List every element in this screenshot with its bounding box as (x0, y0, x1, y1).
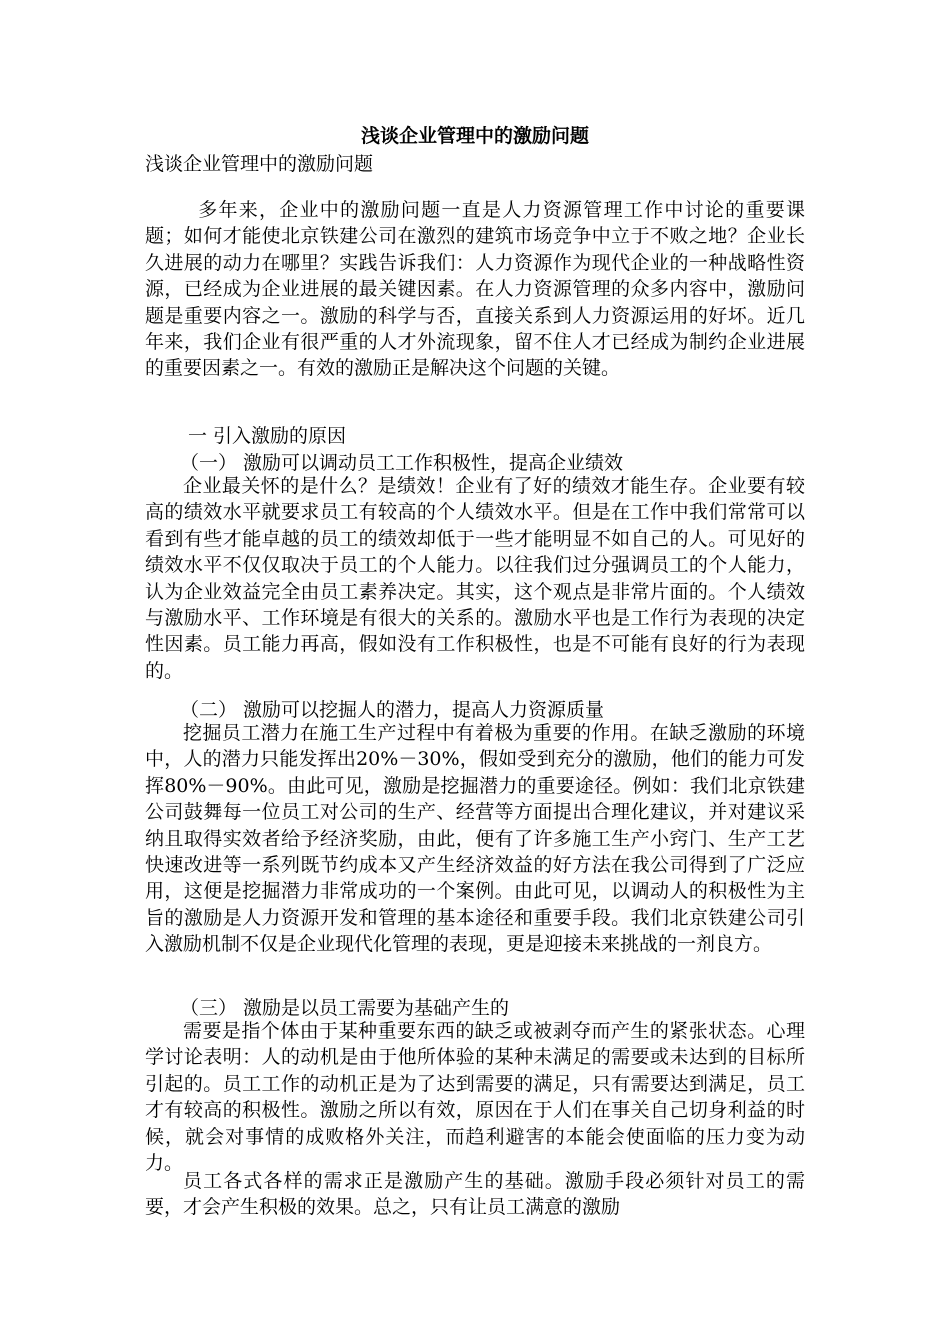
subsection-body-3-continued: 员工各式各样的需求正是激励产生的基础。激励手段必须针对员工的需要，才会产生积极的效果。总之，只有让员工满意的激励 (145, 1170, 805, 1219)
section-heading: 一 引入激励的原因 (188, 425, 347, 447)
intro-paragraph: 多年来，企业中的激励问题一直是人力资源管理工作中讨论的重要课题；如何才能使北京铁建公司在激烈的建筑市场竞争中立于不败之地？企业长久进展的动力在哪里？实践告诉我们：人力资源作为现代企业的一种战略性资源，已经成为企业进展的最关键因素。在人力资源管理的众多内容中，激励问题是重要内容之一。激励的科学与否，直接关系到人力资源运用的好坏。近几年来，我们企业有很严重的人才外流现象，留不住人才已经成为制约企业进展的重要因素之一。有效的激励正是解决这个问题的关键。 (145, 199, 805, 380)
subsection-heading-1: （一） 激励可以调动员工工作积极性，提高企业绩效 (180, 452, 624, 474)
subsection-body-2: 挖掘员工潜力在施工生产过程中有着极为重要的作用。在缺乏激励的环境中，人的潜力只能发挥出20%－30%，假如受到充分的激励，他们的能力可发挥80%－90%。由此可见，激励是挖掘潜力的重要途径。例如：我们北京铁建公司鼓舞每一位员工对公司的生产、经营等方面提出合理化建议，并对建议采纳且取得实效者给予经济奖励，由此，便有了许多施工生产小窍门、生产工艺快速改进等一系列既节约成本又产生经济效益的好方法在我公司得到了广泛应用，这便是挖掘潜力非常成功的一个案例。由此可见，以调动人的积极性为主旨的激励是人力资源开发和管理的基本途径和重要手段。我们北京铁建公司引入激励机制不仅是企业现代化管理的表现，更是迎接未来挑战的一剂良方。 (145, 722, 805, 956)
subsection-heading-2: （二） 激励可以挖掘人的潜力，提高人力资源质量 (180, 699, 605, 721)
subsection-body-3: 需要是指个体由于某种重要东西的缺乏或被剥夺而产生的紧张状态。心理学讨论表明：人的动机是由于他所体验的某种未满足的需要或未达到的目标所引起的。员工工作的动机正是为了达到需要的满足，只有需要达到满足，员工才有较高的积极性。激励之所以有效，原因在于人们在事关自己切身利益的时候，就会对事情的成败格外关注，而趋利避害的本能会使面临的压力变为动力。 (145, 1020, 805, 1175)
subsection-heading-3: （三） 激励是以员工需要为基础产生的 (180, 997, 510, 1019)
document-title: 浅谈企业管理中的激励问题 (360, 125, 589, 147)
subsection-body-1: 企业最关怀的是什么？是绩效！企业有了好的绩效才能生存。企业要有较高的绩效水平就要求员工有较高的个人绩效水平。但是在工作中我们常常可以看到有些才能卓越的员工的绩效却低于一些才能明显不如自己的人。可见好的绩效水平不仅仅取决于员工的个人能力。以往我们过分强调员工的个人能力，认为企业效益完全由员工素养决定。其实，这个观点是非常片面的。个人绩效与激励水平、工作环境是有很大的关系的。激励水平也是工作行为表现的决定性因素。员工能力再高，假如没有工作积极性，也是不可能有良好的行为表现的。 (145, 475, 805, 682)
document-subtitle: 浅谈企业管理中的激励问题 (145, 153, 374, 175)
